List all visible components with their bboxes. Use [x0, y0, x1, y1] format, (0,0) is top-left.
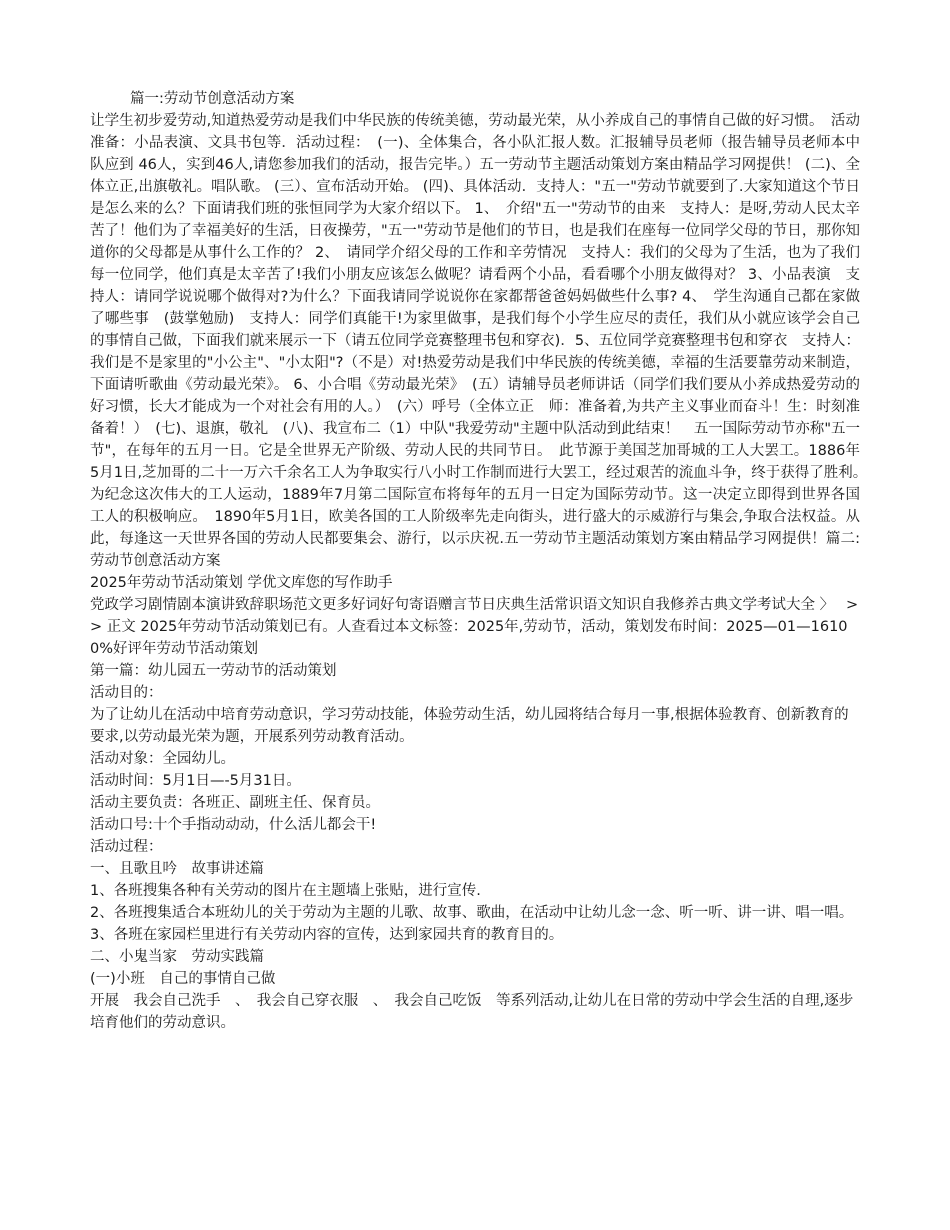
doc-line-item-2: 2、各班搜集适合本班幼儿的关于劳动为主题的儿歌、故事、歌曲，在活动中让幼儿念一念、听一听、讲一讲、唱一唱。 — [90, 905, 854, 921]
doc-line-section-two: 二、小鬼当家 劳动实践篇 — [90, 949, 264, 965]
doc-line-section-one: 一、且歌且吟 故事讲述篇 — [90, 861, 264, 877]
doc-line-activities: 开展 我会自己洗手 、 我会自己穿衣服 、 我会自己吃饭 等系列活动,让幼儿在日常的劳动中学会生活的自理,逐步培育他们的劳动意识。 — [90, 993, 854, 1031]
doc-line-time: 活动时间：5月1日—-5月31日。 — [90, 773, 301, 789]
section-title: 篇一:劳动节创意活动方案 — [130, 91, 295, 107]
doc-line-purpose-label: 活动目的： — [90, 685, 163, 701]
doc-line-heading: 第一篇：幼儿园五一劳动节的活动策划 — [90, 663, 337, 679]
document-page — [90, 88, 878, 1034]
doc-line-purpose: 为了让幼儿在活动中培育劳动意识，学习劳动技能，体验劳动生活，幼儿园将结合每月一事,根据体验教育、创新教育的要求,以劳动最光荣为题，开展系列劳动教育活动。 — [90, 707, 849, 745]
doc-line-slogan: 活动口号:十个手指动动动，什么活儿都会干! — [90, 817, 377, 833]
doc-line-title: 2025年劳动节活动策划 学优文库您的写作助手 — [90, 575, 393, 591]
body-paragraph: 让学生初步爱劳动,知道热爱劳动是我们中华民族的传统美德，劳动最光荣，从小养成自己的事情自己做的好习惯。 活动准备：小品表演、文具书包等．活动过程： (一)、全体集合，各小队汇报人数。汇报辅导员老师（报告辅导员老师本中队应到 46人，实到46人,请您参加我们的活动，报告完毕。）五一劳动节主题活动策划方案由精品学习网提供！ (二)、全体立正,出旗敬礼。唱队歌。 (三）、宣布活动开始。 (四)、具体活动．支持人："五一"劳动节就要到了.大家知道这个节日是怎么来的么？下面请我们班的张恒同学为大家介绍以下。 1、 介绍"五一"劳动节的由来 支持人：是呀,劳动人民太辛苦了！他们为了幸福美好的生活，日夜操劳，"五一"劳动节是他们的节日，也是我们在座每一位同学父母的节日，那你知道你的父母都是从事什么工作的？ 2、 请同学介绍父母的工作和辛劳情况 支持人：我们的父母为了生活，也为了我们每一位同学，他们真是太辛苦了!我们小朋友应该怎么做呢？请看两个小品，看看哪个小朋友做得对？ 3、小品表演 支持人：请同学说说哪个做得对?为什么？下面我请同学说说你在家都帮爸爸妈妈做些什么事? 4、 学生沟通自己都在家做了哪些事 (鼓掌勉励) 支持人：同学们真能干!为家里做事，是我们每个小学生应尽的责任，我们从小就应该学会自己的事情自己做，下面我们就来展示一下（请五位同学竞赛整理书包和穿衣)．5、五位同学竞赛整理书包和穿衣 支持人：我们是不是家里的"小公主"、"小太阳"?（不是）对!热爱劳动是我们中华民族的传统美德，幸福的生活要靠劳动来制造，下面请听歌曲《劳动最光荣》。 6、小合唱《劳动最光荣》 (五）请辅导员老师讲话（同学们我们要从小养成热爱劳动的好习惯，长大才能成为一个对社会有用的人。） (六）呼号（全体立正 师：准备着,为共产主义事业而奋斗！生：时刻准备着！） (七)、退旗，敬礼 (八)、我宣布二（1）中队"我爱劳动"主题中队活动到此结束！ 五一国际劳动节亦称"五一节"，在每年的五月一日。它是全世界无产阶级、劳动人民的共同节日。 此节源于美国芝加哥城的工人大罢工。1886年5月1日,芝加哥的二十一万六千余名工人为争取实行八小时工作制而进行大罢工，经过艰苦的流血斗争，终于获得了胜利。 为纪念这次伟大的工人运动，1889年7月第二国际宣布将每年的五月一日定为国际劳动节。这一决定立即得到世界各国工人的积极响应。 1890年5月1日，欧美各国的工人阶级率先走向街头，进行盛大的示威游行与集会,争取合法权益。从此，每逢这一天世界各国的劳动人民都要集会、游行，以示庆祝.五一劳动节主题活动策划方案由精品学习网提供！篇二:劳动节创意活动方案 — [90, 113, 875, 569]
doc-line-nav: 党政学习剧情剧本演讲致辞职场范文更多好词好句寄语赠言节日庆典生活常识语文知识自我修养古典文学考试大全 〉 > > 正文 2025年劳动节活动策划已有。人查看过本文标签：2025年,劳动节，活动，策划发布时间：2025—01—16100%好评年劳动节活动策划 — [90, 597, 878, 657]
doc-line-target: 活动对象：全园幼儿。 — [90, 751, 235, 767]
doc-line-process-label: 活动过程： — [90, 839, 163, 855]
doc-line-owner: 活动主要负责：各班正、副班主任、保育员。 — [90, 795, 380, 811]
doc-line-item-1: 1、各班搜集各种有关劳动的图片在主题墙上张贴，进行宣传. — [90, 883, 481, 899]
doc-line-subsection: (一)小班 自己的事情自己做 — [90, 971, 276, 987]
doc-line-item-3: 3、各班在家园栏里进行有关劳动内容的宣传，达到家园共育的教育目的。 — [90, 927, 564, 943]
